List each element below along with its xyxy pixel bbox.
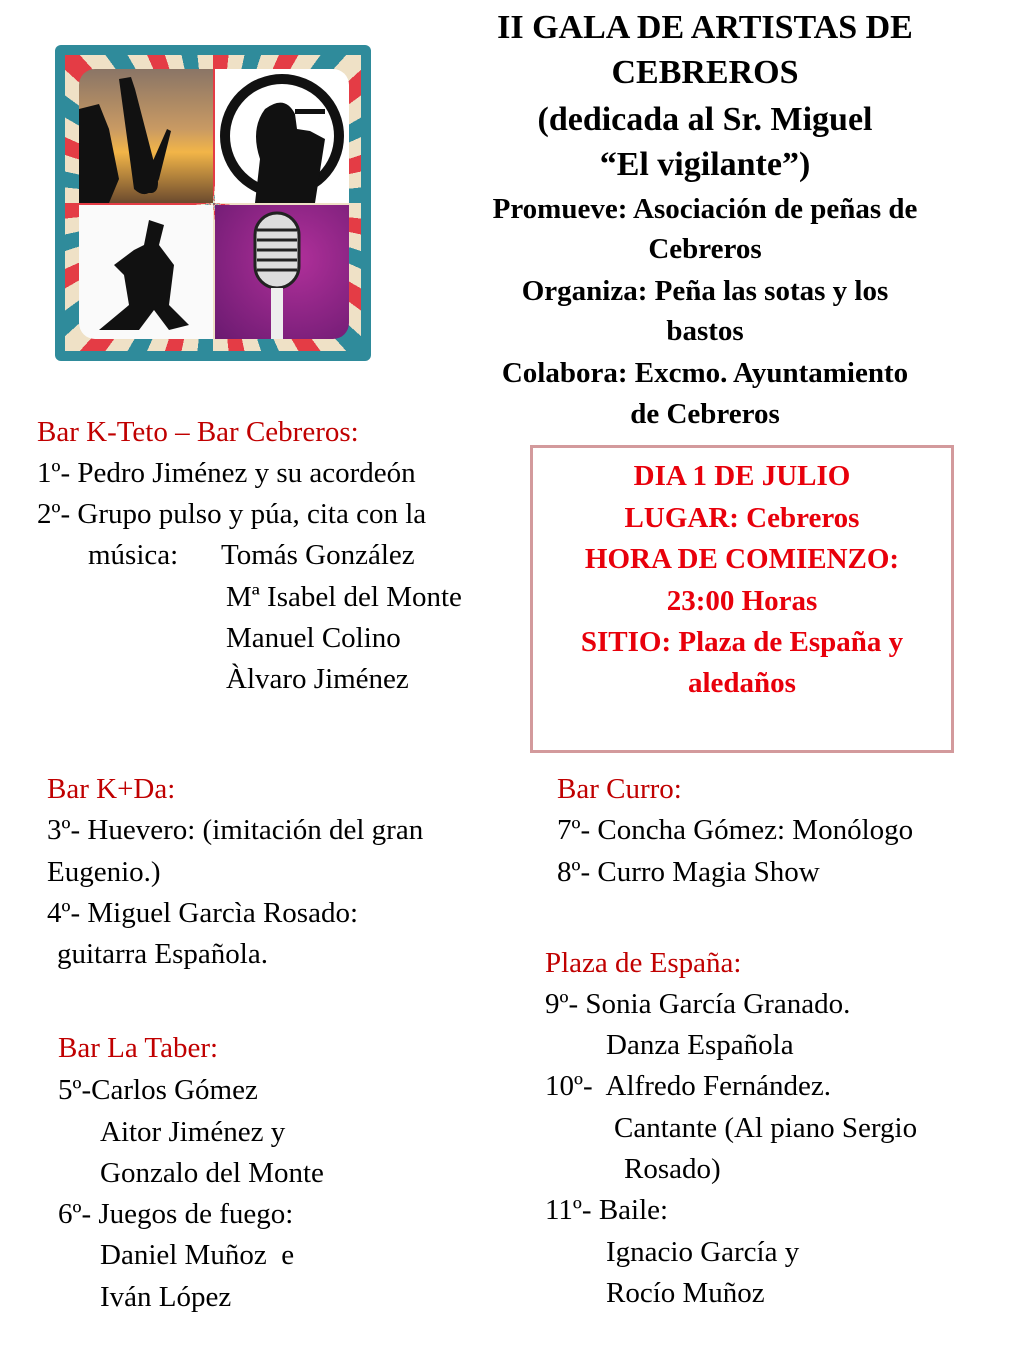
program-line: 4º- Miguel Garcìa Rosado: [47,897,358,929]
event-location: LUGAR: Cebreros [624,502,860,534]
program-line: Daniel Muñoz e [100,1239,295,1271]
program-line: Eugenio.) [47,856,161,888]
program-line: Cantante (Al piano Sergio [614,1112,918,1144]
credits-line: Colabora: Excmo. Ayuntamiento [501,357,909,389]
credits-line: Organiza: Peña las sotas y los [521,275,889,307]
program-line: 8º- Curro Magia Show [557,856,820,888]
event-site: SITIO: Plaza de España y [580,626,904,658]
title-line: II GALA DE ARTISTAS DE [497,9,913,46]
section-heading-kteto: Bar K-Teto – Bar Cebreros: [37,416,359,448]
credits-line: Cebreros [648,233,762,265]
credits-line: bastos [666,315,744,347]
program-line: Aitor Jiménez y [100,1116,286,1148]
program-line: Mª Isabel del Monte [226,581,462,613]
section-heading-kmasda: Bar K+Da: [47,773,176,805]
event-date: DIA 1 DE JULIO [633,460,851,492]
dancers-silhouette-image [79,205,213,339]
event-logo-collage [55,45,371,361]
title-line: (dedicada al Sr. Miguel [537,101,873,138]
program-line: Rosado) [624,1153,721,1185]
program-line: 11º- Baile: [545,1194,669,1226]
program-line: Manuel Colino [226,622,401,654]
start-time: 23:00 Horas [666,585,818,617]
program-line: Iván López [100,1281,232,1313]
credits-line: Promueve: Asociación de peñas de [492,193,918,225]
program-line: Danza Española [606,1029,794,1061]
start-time-label: HORA DE COMIENZO: [584,543,900,575]
program-line: guitarra Española. [57,938,268,970]
program-line: 7º- Concha Gómez: Monólogo [557,814,914,846]
program-line: 5º-Carlos Gómez [58,1074,258,1106]
title-line: CEBREROS [611,54,799,91]
program-line: 6º- Juegos de fuego: [58,1198,294,1230]
title-line: “El vigilante”) [599,146,811,183]
credits-line: de Cebreros [630,398,780,430]
saxophone-silhouette-image [79,69,213,203]
section-heading-taber: Bar La Taber: [58,1032,219,1064]
program-line: Àlvaro Jiménez [226,663,409,695]
program-line: 3º- Huevero: (imitación del gran [47,814,424,846]
program-line: 2º- Grupo pulso y púa, cita con la [37,498,427,530]
program-line: música: [88,539,179,571]
section-heading-plaza: Plaza de España: [545,947,742,979]
microphone-image [215,205,349,339]
singer-silhouette-image [215,69,349,203]
event-info-box [530,445,954,753]
program-line: 1º- Pedro Jiménez y su acordeón [37,457,416,489]
program-line: 9º- Sonia García Granado. [545,988,851,1020]
program-line: 10º- Alfredo Fernández. [545,1070,832,1102]
program-line: Gonzalo del Monte [100,1157,324,1189]
program-line: Ignacio García y [606,1236,800,1268]
section-heading-curro: Bar Curro: [557,773,682,805]
program-line: Rocío Muñoz [606,1277,765,1309]
program-line: Tomás González [221,539,415,571]
event-site-cont: aledaños [688,667,796,699]
